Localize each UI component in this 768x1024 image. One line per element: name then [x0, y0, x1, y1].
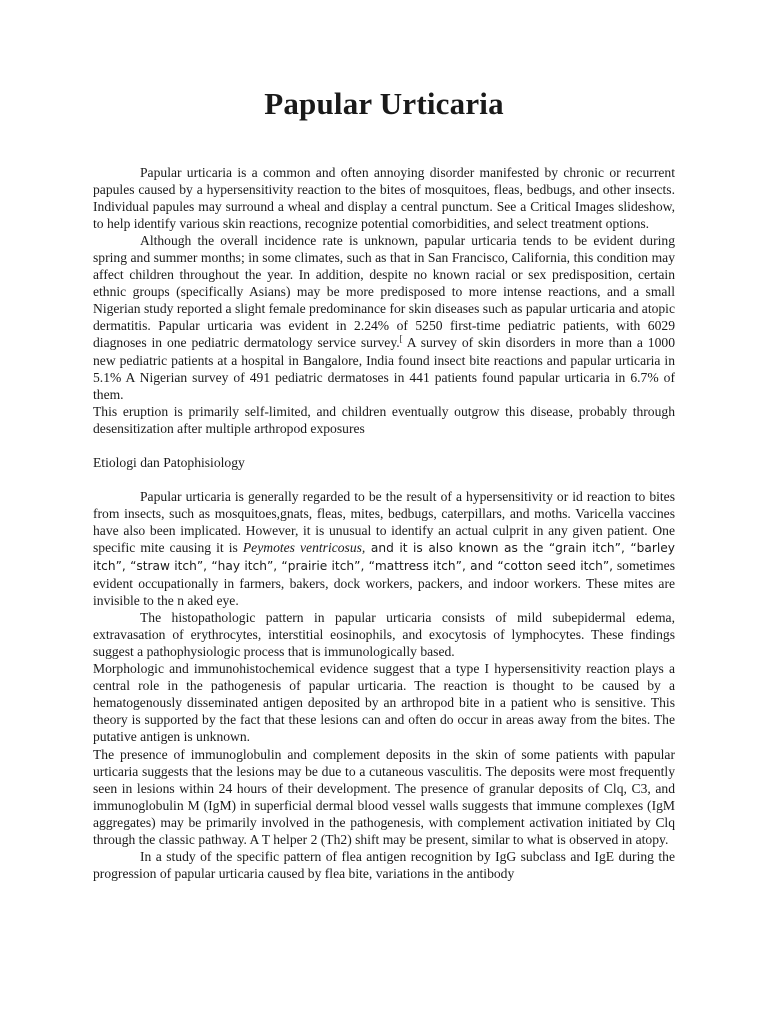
citation-marker: [: [399, 333, 403, 344]
intro-paragraph-2: [93, 232, 675, 402]
document-body: [93, 164, 675, 882]
etiology-paragraph-5: In a study of the specific pattern of flea antigen recognition by IgG subclass and IgE during the progression of papular urticaria caused by flea bite, variations in the antibody: [93, 848, 675, 881]
intro-paragraph-3: This eruption is primarily self-limited, and children eventually outgrow this disease, probably through desensitization after multiple arthropod exposures: [93, 403, 675, 436]
intro-paragraph-2-text-a: Although the overall incidence rate is unknown, papular urticaria tends to be evident during spring and summer months; in some climates, such as that in San Francisco, California, this condition may affect children throughout the year. In addition, despite no known racial or sex predisposition, certain ethnic groups (specifically Asians) may be more predisposed to more intense reactions, and a small Nigerian study reported a slight female predominance for skin diseases such as papular urticaria and atopic dermatitis. Papular urticaria was evident in 2.24% of 5250 first-time pediatric patients, with 6029 diagnoses in one pediatric dermatology service survey.: [93, 233, 675, 351]
intro-paragraph-2-text-b: A survey of skin disorders in more than a 1000 new pediatric patients at a hospital in Bangalore, India found insect bite reactions and papular urticaria in 5.1% A Nigerian survey of 491 pediatric dermatoses in 441 patients found papular urticaria in 6.7% of them.: [93, 335, 675, 402]
etiology-paragraph-4: The presence of immunoglobulin and complement deposits in the skin of some patients with papular urticaria suggests that the lesions may be due to a cutaneous vasculitis. The deposits were most frequently seen in lesions within 24 hours of their development. The presence of granular deposits of Clq, C3, and immunoglobulin M (IgM) in superficial dermal blood vessel walls suggests that immune complexes (IgM aggregates) may be primarily involved in the pathogenesis, with complement activation initiated by Clq through the classic pathway. A T helper 2 (Th2) shift may be present, similar to what is observed in atopy.: [93, 746, 675, 847]
species-name: Peymotes ventricosus,: [242, 539, 366, 555]
spacer: [93, 471, 675, 488]
intro-paragraph-1: Papular urticaria is a common and often annoying disorder manifested by chronic or recurrent papules caused by a hypersensitivity reaction to the bites of mosquitoes, fleas, bedbugs, and other insects. Individual papules may surround a wheal and display a central punctum. See a Critical Images slideshow, to help identify various skin reactions, recognize potential comorbidities, and select treatment options.: [93, 165, 675, 232]
spacer: [93, 437, 675, 454]
etiology-paragraph-2: The histopathologic pattern in papular urticaria consists of mild subepidermal edema, extravasation of erythrocytes, interstitial eosinophils, and exocytosis of lymphocytes. These findings suggest a pathophysiologic process that is immunologically based.: [93, 610, 675, 660]
document-page: [93, 0, 675, 1024]
document-title: Papular Urticaria: [264, 86, 504, 121]
section-heading: Etiologi dan Patophisiology: [93, 454, 245, 470]
etiology-paragraph-1-text-a: Papular urticaria is generally regarded to be the result of a hypersensitivity or id reaction to bites from insects, such as mosquitoes,gnats, fleas, mites, bedbugs, caterpillars, and moths. Varicella vaccines have also been implicated. However, it is unusual to identify an actual culprit in any given patient. One specific mite causing it is: [93, 488, 675, 555]
etiology-paragraph-1: [93, 488, 675, 609]
etiology-paragraph-3: Morphologic and immunohistochemical evidence suggest that a type I hypersensitivity reaction plays a central role in the pathogenesis of papular urticaria. The reaction is thought to be caused by a hematogenously disseminated antigen deposited by an arthropod bite in a patient who is sensitive. This theory is supported by the fact that these lesions can and often do occur in areas away from the bites. The putative antigen is unknown.: [93, 661, 675, 745]
etiology-paragraph-1-text-b: sometimes evident occupationally in farmers, bakers, dock workers, packers, and indoor workers. These mites are invisible to the n aked eye.: [93, 557, 675, 609]
itch-names-text: and it is also known as the “grain itch”, “barley itch”, “straw itch”, “hay itch”, “prairie itch”, “mattress itch”, and “cotton seed itch”,: [93, 540, 675, 573]
